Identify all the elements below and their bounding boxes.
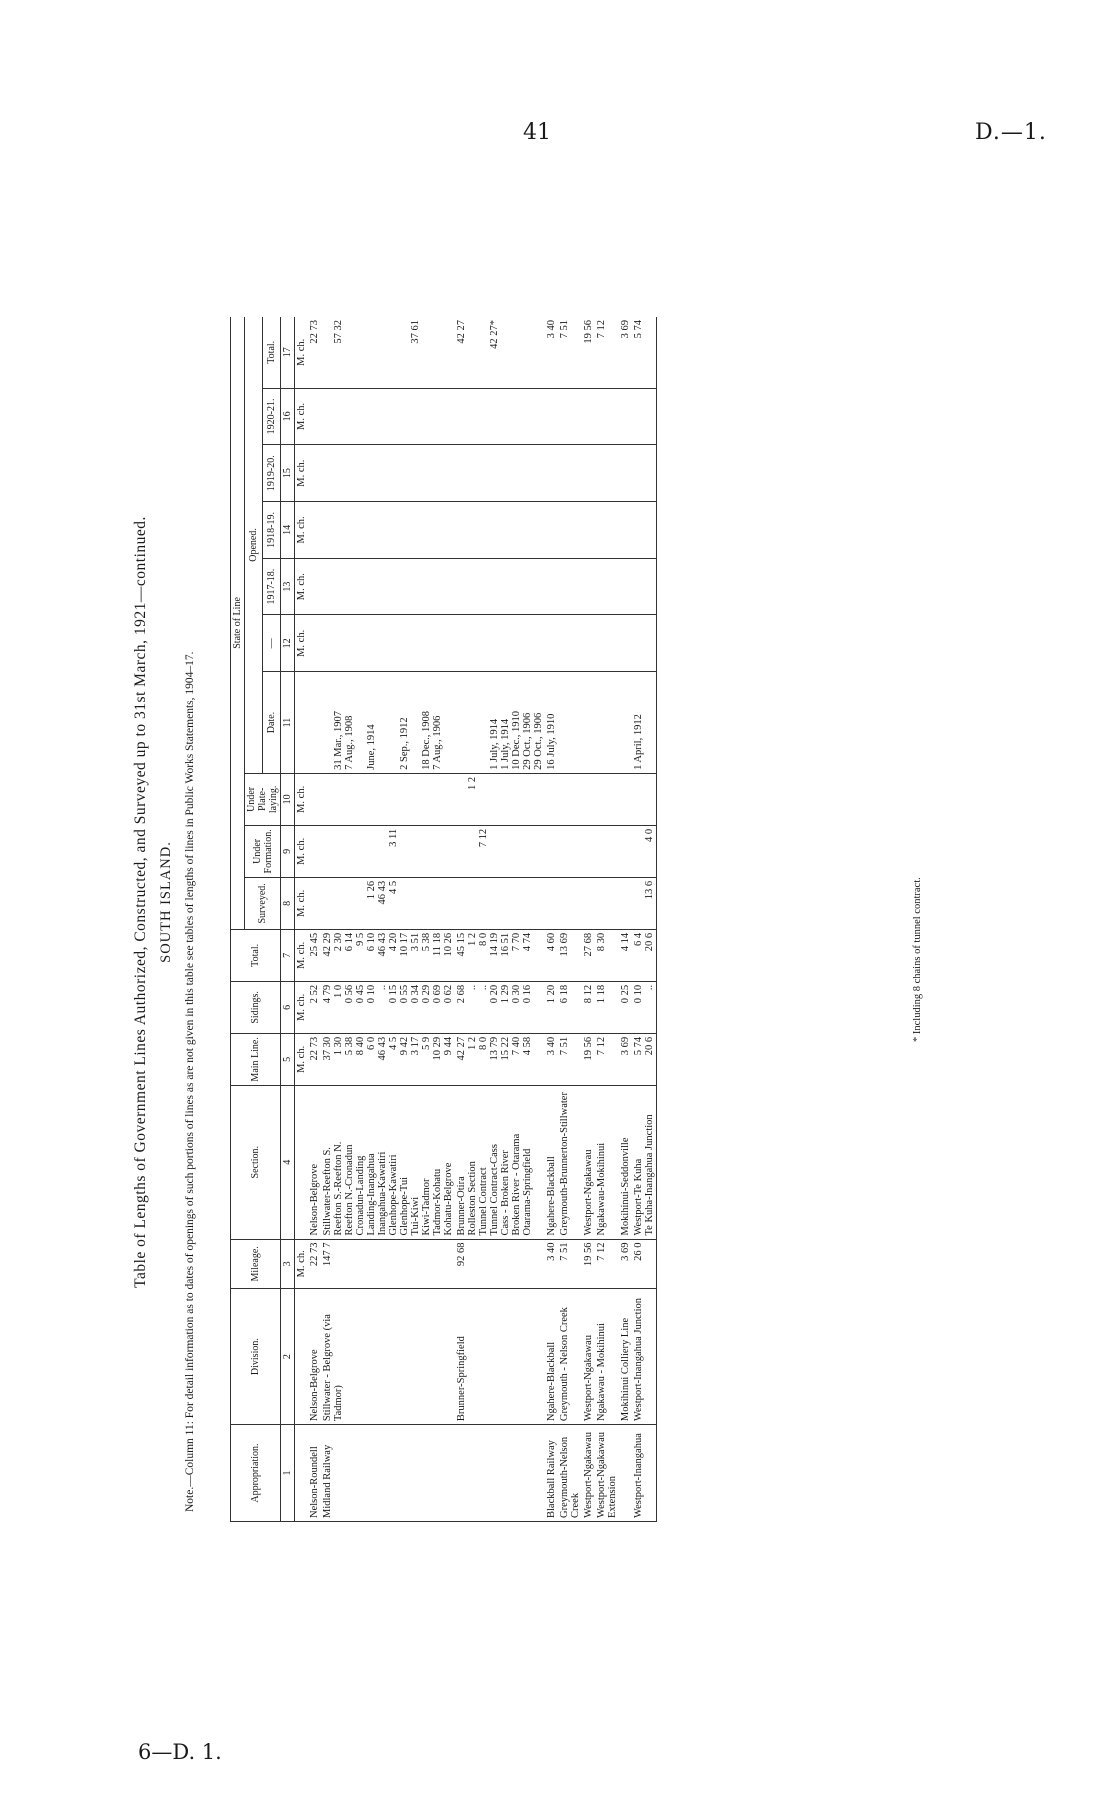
cell-empty — [619, 615, 632, 672]
cell-appropriation: Blackball Railway — [545, 1425, 558, 1522]
cell-formation: 7 12 — [455, 825, 545, 877]
cell-empty — [595, 502, 619, 559]
cell-empty — [545, 388, 558, 445]
cell-total: 4 60 — [545, 929, 558, 981]
table-title: Table of Lengths of Government Lines Authorized, Constructed, and Surveyed up to 31st March, 1921—continued. — [132, 516, 149, 1288]
cell-empty — [582, 615, 595, 672]
cell-main: 19 56 — [582, 1033, 595, 1085]
cell-empty — [558, 502, 582, 559]
unit-label: M. ch. — [295, 502, 309, 559]
cell-mileage: 22 73 — [308, 1239, 321, 1289]
cell-total-opened: 7 51 — [558, 317, 582, 388]
col-date: Date. — [263, 672, 281, 774]
column-number: 17 — [281, 317, 295, 388]
col-dash: — — [263, 615, 281, 672]
cell-total-opened: 57 32 37 61 — [321, 317, 455, 388]
cell-date: 16 July, 1910 — [545, 672, 558, 774]
cell-main: 42 27 1 2 8 0 13 79 15 22 7 40 4 58 — [455, 1033, 545, 1085]
cell-empty — [582, 445, 595, 502]
cell-empty — [558, 445, 582, 502]
cell-section: Brunner-Otira Rolleston Section Tunnel Contract Tunnel Contract-Cass Cass - Broken River Broken River - Otarama Otarama-Springfield — [455, 1085, 545, 1239]
cell-mileage: 3 69 — [619, 1239, 632, 1289]
cell-empty — [308, 615, 321, 672]
cell-date: 31 Mar., 1907 7 Aug., 1908 June, 1914 2 Sep., 1912 18 Dec., 1908 7 Aug., 1906 — [321, 672, 455, 774]
page-signature: 6—D. 1. — [138, 1740, 222, 1764]
cell-date — [558, 672, 582, 774]
cell-total: 42 29 2 30 6 14 9 5 6 10 46 43 4 20 10 17 3 51 5 38 11 18 10 26 — [321, 929, 455, 981]
table-row — [455, 317, 545, 1522]
cell-sidings: 1 20 — [545, 981, 558, 1033]
col-surveyed: Surveyed. — [245, 877, 281, 929]
cell-date — [308, 672, 321, 774]
cell-empty — [619, 558, 632, 615]
cell-main: 22 73 — [308, 1033, 321, 1085]
cell-sidings: 6 18 — [558, 981, 582, 1033]
table-row — [558, 317, 582, 1522]
cell-mileage: 19 56 — [582, 1239, 595, 1289]
cell-platelaying — [558, 773, 582, 825]
cell-appropriation: Midland Railway — [321, 1425, 455, 1522]
cell-surveyed: 1 26 46 43 4 5 — [321, 877, 455, 929]
table-row — [632, 317, 657, 1522]
cell-empty — [632, 615, 657, 672]
cell-formation: 3 11 — [321, 825, 455, 877]
cell-main: 3 69 — [619, 1033, 632, 1085]
cell-main: 37 30 1 30 5 38 8 40 6 0 46 43 4 5 9 42 3 17 5 9 10 29 9 44 — [321, 1033, 455, 1085]
cell-formation: 4 0 — [632, 825, 657, 877]
unit-label — [295, 1085, 309, 1239]
column-number: 8 — [281, 877, 295, 929]
cell-section: Nelson-Belgrove — [308, 1085, 321, 1239]
col-under-platelaying: Under Plate-laying. — [245, 773, 281, 825]
cell-empty — [321, 558, 455, 615]
cell-section: Ngakawau-Mokihinui — [595, 1085, 619, 1239]
cell-platelaying — [545, 773, 558, 825]
cell-empty — [558, 615, 582, 672]
cell-mileage: 92 68 — [455, 1239, 545, 1289]
footnote: * Including 8 chains of tunnel contract. — [912, 877, 923, 1042]
unit-label — [295, 672, 309, 774]
unit-label: M. ch. — [295, 445, 309, 502]
cell-total: 45 15 1 2 8 0 14 19 16 51 7 70 4 74 — [455, 929, 545, 981]
cell-surveyed — [619, 877, 632, 929]
table-row — [545, 317, 558, 1522]
col-under-formation: Under Formation. — [245, 825, 281, 877]
column-number: 2 — [281, 1289, 295, 1425]
page-number: 41 — [523, 120, 551, 145]
cell-platelaying — [582, 773, 595, 825]
cell-division: Mokihinui Colliery Line — [619, 1289, 632, 1425]
cell-total-opened: 42 27 42 27* — [455, 317, 545, 388]
col-1919: 1919-20. — [263, 445, 281, 502]
cell-mileage: 3 40 — [545, 1239, 558, 1289]
cell-empty — [632, 558, 657, 615]
cell-division: Brunner-Springfield — [455, 1289, 545, 1425]
cell-date — [595, 672, 619, 774]
state-of-line-heading: State of Line — [231, 317, 245, 929]
cell-empty — [558, 388, 582, 445]
cell-total-opened: 3 40 — [545, 317, 558, 388]
cell-division: Stillwater - Belgrove (via Tadmor) — [321, 1289, 455, 1425]
unit-label: M. ch. — [295, 558, 309, 615]
cell-mileage: 7 51 — [558, 1239, 582, 1289]
cell-mileage: 26 0 — [632, 1239, 657, 1289]
column-number: 1 — [281, 1425, 295, 1522]
table-row — [619, 317, 632, 1522]
cell-platelaying — [632, 773, 657, 825]
cell-surveyed — [595, 877, 619, 929]
cell-formation — [558, 825, 582, 877]
unit-label: M. ch. — [295, 615, 309, 672]
unit-label: M. ch. — [295, 773, 309, 825]
table-row — [595, 317, 619, 1522]
column-number: 4 — [281, 1085, 295, 1239]
cell-main: 5 74 20 6 — [632, 1033, 657, 1085]
cell-section: Greymouth-Brunnerton-Stillwater — [558, 1085, 582, 1239]
cell-empty — [582, 558, 595, 615]
column-number: 7 — [281, 929, 295, 981]
unit-label: M. ch. — [295, 825, 309, 877]
column-number: 3 — [281, 1239, 295, 1289]
cell-appropriation — [619, 1425, 632, 1522]
cell-platelaying: 1 2 — [455, 773, 545, 825]
document-reference: D.—1. — [975, 120, 1047, 145]
cell-formation — [308, 825, 321, 877]
cell-total: 13 69 — [558, 929, 582, 981]
cell-empty — [545, 615, 558, 672]
cell-section: Westport-Ngakawau — [582, 1085, 595, 1239]
cell-surveyed — [455, 877, 545, 929]
column-number: 9 — [281, 825, 295, 877]
cell-section: Mokihinui-Seddonville — [619, 1085, 632, 1239]
col-total: Total. — [231, 929, 281, 981]
cell-section: Westport-Te Kuha Te Kuha-Inangahua Junction — [632, 1085, 657, 1239]
cell-empty — [455, 558, 545, 615]
cell-formation — [619, 825, 632, 877]
column-number: 6 — [281, 981, 295, 1033]
cell-total: 25 45 — [308, 929, 321, 981]
cell-empty — [455, 445, 545, 502]
cell-empty — [595, 445, 619, 502]
col-1918: 1918-19. — [263, 502, 281, 559]
cell-empty — [619, 445, 632, 502]
cell-sidings: 1 18 — [595, 981, 619, 1033]
column-number: 14 — [281, 502, 295, 559]
cell-section: Ngahere-Blackball — [545, 1085, 558, 1239]
table-row — [321, 317, 455, 1522]
cell-empty — [455, 388, 545, 445]
cell-division: Ngahere-Blackball — [545, 1289, 558, 1425]
cell-sidings: 2 68 .. .. 0 20 1 29 0 30 0 16 — [455, 981, 545, 1033]
unit-label: M. ch. — [295, 317, 309, 388]
cell-empty — [545, 558, 558, 615]
cell-formation — [545, 825, 558, 877]
cell-sidings: 4 79 1 0 0 56 0 45 0 10 .. 0 15 0 55 0 34 0 29 0 69 0 62 — [321, 981, 455, 1033]
cell-formation — [582, 825, 595, 877]
cell-empty — [455, 502, 545, 559]
cell-surveyed — [308, 877, 321, 929]
cell-empty — [455, 615, 545, 672]
cell-empty — [321, 502, 455, 559]
island-heading: SOUTH ISLAND. — [158, 841, 174, 963]
col-section: Section. — [231, 1085, 281, 1239]
column-number: 15 — [281, 445, 295, 502]
cell-empty — [308, 558, 321, 615]
cell-platelaying — [595, 773, 619, 825]
cell-empty — [321, 388, 455, 445]
cell-division: Ngakawau - Mokihinui — [595, 1289, 619, 1425]
unit-label: M. ch. — [295, 388, 309, 445]
cell-empty — [321, 615, 455, 672]
cell-empty — [321, 445, 455, 502]
table-body — [281, 317, 657, 1522]
table-note: Note.—Column 11: For detail information as to dates of openings of such portions of lines as are not given in this table see tables of lengths of lines in Public Works Statements, 1904–17. — [184, 651, 196, 1512]
column-number: 11 — [281, 672, 295, 774]
cell-appropriation — [455, 1425, 545, 1522]
col-1920: 1920-21. — [263, 388, 281, 445]
col-appropriation: Appropriation. — [231, 1425, 281, 1522]
cell-appropriation: Westport-Inangahua — [632, 1425, 657, 1522]
column-number: 10 — [281, 773, 295, 825]
cell-division: Greymouth - Nelson Creek — [558, 1289, 582, 1425]
cell-sidings: 0 25 — [619, 981, 632, 1033]
cell-surveyed: 13 6 — [632, 877, 657, 929]
cell-empty — [558, 558, 582, 615]
cell-mileage: 7 12 — [595, 1239, 619, 1289]
cell-total: 4 14 — [619, 929, 632, 981]
cell-date — [582, 672, 595, 774]
cell-date: 1 July, 1914 1 July, 1914 10 Dec., 1910 29 Oct., 1906 29 Oct., 1906 — [455, 672, 545, 774]
cell-date: 1 April, 1912 — [632, 672, 657, 774]
lengths-table — [230, 317, 657, 1522]
cell-total-opened: 3 69 — [619, 317, 632, 388]
cell-formation — [595, 825, 619, 877]
cell-empty — [308, 502, 321, 559]
cell-division: Nelson-Belgrove — [308, 1289, 321, 1425]
cell-section: Stillwater-Reefton S. Reefton S.-Reefton N. Reefton N.-Cronadun Cronadun-Landing Landing-Inangahua Inangahua-Kawatiri Glenhope-Kawatiri Glenhope-Tui Tui-Kiwi Kiwi-Tadmor Tadmor-Kohatu Kohatu-Belgrove — [321, 1085, 455, 1239]
cell-total-opened: 7 12 — [595, 317, 619, 388]
cell-total: 8 30 — [595, 929, 619, 981]
unit-label — [295, 1289, 309, 1425]
cell-empty — [582, 388, 595, 445]
cell-total-opened: 5 74 — [632, 317, 657, 388]
cell-surveyed — [582, 877, 595, 929]
cell-empty — [308, 388, 321, 445]
col-main-line: Main Line. — [231, 1033, 281, 1085]
cell-empty — [545, 445, 558, 502]
cell-empty — [595, 615, 619, 672]
column-number: 5 — [281, 1033, 295, 1085]
unit-label: M. ch. — [295, 1033, 309, 1085]
cell-empty — [632, 388, 657, 445]
cell-empty — [632, 502, 657, 559]
cell-empty — [619, 502, 632, 559]
unit-label: M. ch. — [295, 981, 309, 1033]
cell-total: 27 68 — [582, 929, 595, 981]
cell-empty — [308, 445, 321, 502]
cell-empty — [595, 558, 619, 615]
col-1917: 1917-18. — [263, 558, 281, 615]
cell-main: 7 12 — [595, 1033, 619, 1085]
cell-division: Westport-Ngakawau — [582, 1289, 595, 1425]
cell-empty — [595, 388, 619, 445]
cell-sidings: 8 12 — [582, 981, 595, 1033]
col-sidings: Sidings. — [231, 981, 281, 1033]
col-mileage: Mileage. — [231, 1239, 281, 1289]
cell-appropriation: Westport-Ngakawau Extension — [595, 1425, 619, 1522]
cell-empty — [632, 445, 657, 502]
cell-total-opened: 22 73 — [308, 317, 321, 388]
cell-total: 6 4 20 6 — [632, 929, 657, 981]
cell-total-opened: 19 56 — [582, 317, 595, 388]
col-total-opened: Total. — [263, 317, 281, 388]
unit-label: M. ch. — [295, 1239, 309, 1289]
table-row — [582, 317, 595, 1522]
cell-appropriation: Westport-Ngakawau — [582, 1425, 595, 1522]
cell-surveyed — [558, 877, 582, 929]
cell-empty — [582, 502, 595, 559]
cell-division: Westport-Inangahua Junction — [632, 1289, 657, 1425]
cell-date — [619, 672, 632, 774]
cell-platelaying — [619, 773, 632, 825]
unit-label — [295, 1425, 309, 1522]
table-row — [308, 317, 321, 1522]
opened-heading: Opened. — [245, 317, 263, 773]
cell-appropriation: Nelson-Roundell — [308, 1425, 321, 1522]
col-division: Division. — [231, 1289, 281, 1425]
cell-mileage: 147 7 — [321, 1239, 455, 1289]
column-number: 12 — [281, 615, 295, 672]
cell-sidings: 2 52 — [308, 981, 321, 1033]
cell-sidings: 0 10 .. — [632, 981, 657, 1033]
cell-appropriation: Greymouth-Nelson Creek — [558, 1425, 582, 1522]
cell-platelaying — [321, 773, 455, 825]
unit-label: M. ch. — [295, 877, 309, 929]
column-number: 13 — [281, 558, 295, 615]
cell-main: 7 51 — [558, 1033, 582, 1085]
cell-empty — [619, 388, 632, 445]
unit-label: M. ch. — [295, 929, 309, 981]
column-number: 16 — [281, 388, 295, 445]
rotated-table-block — [132, 262, 967, 1542]
cell-surveyed — [545, 877, 558, 929]
cell-empty — [545, 502, 558, 559]
cell-platelaying — [308, 773, 321, 825]
cell-main: 3 40 — [545, 1033, 558, 1085]
